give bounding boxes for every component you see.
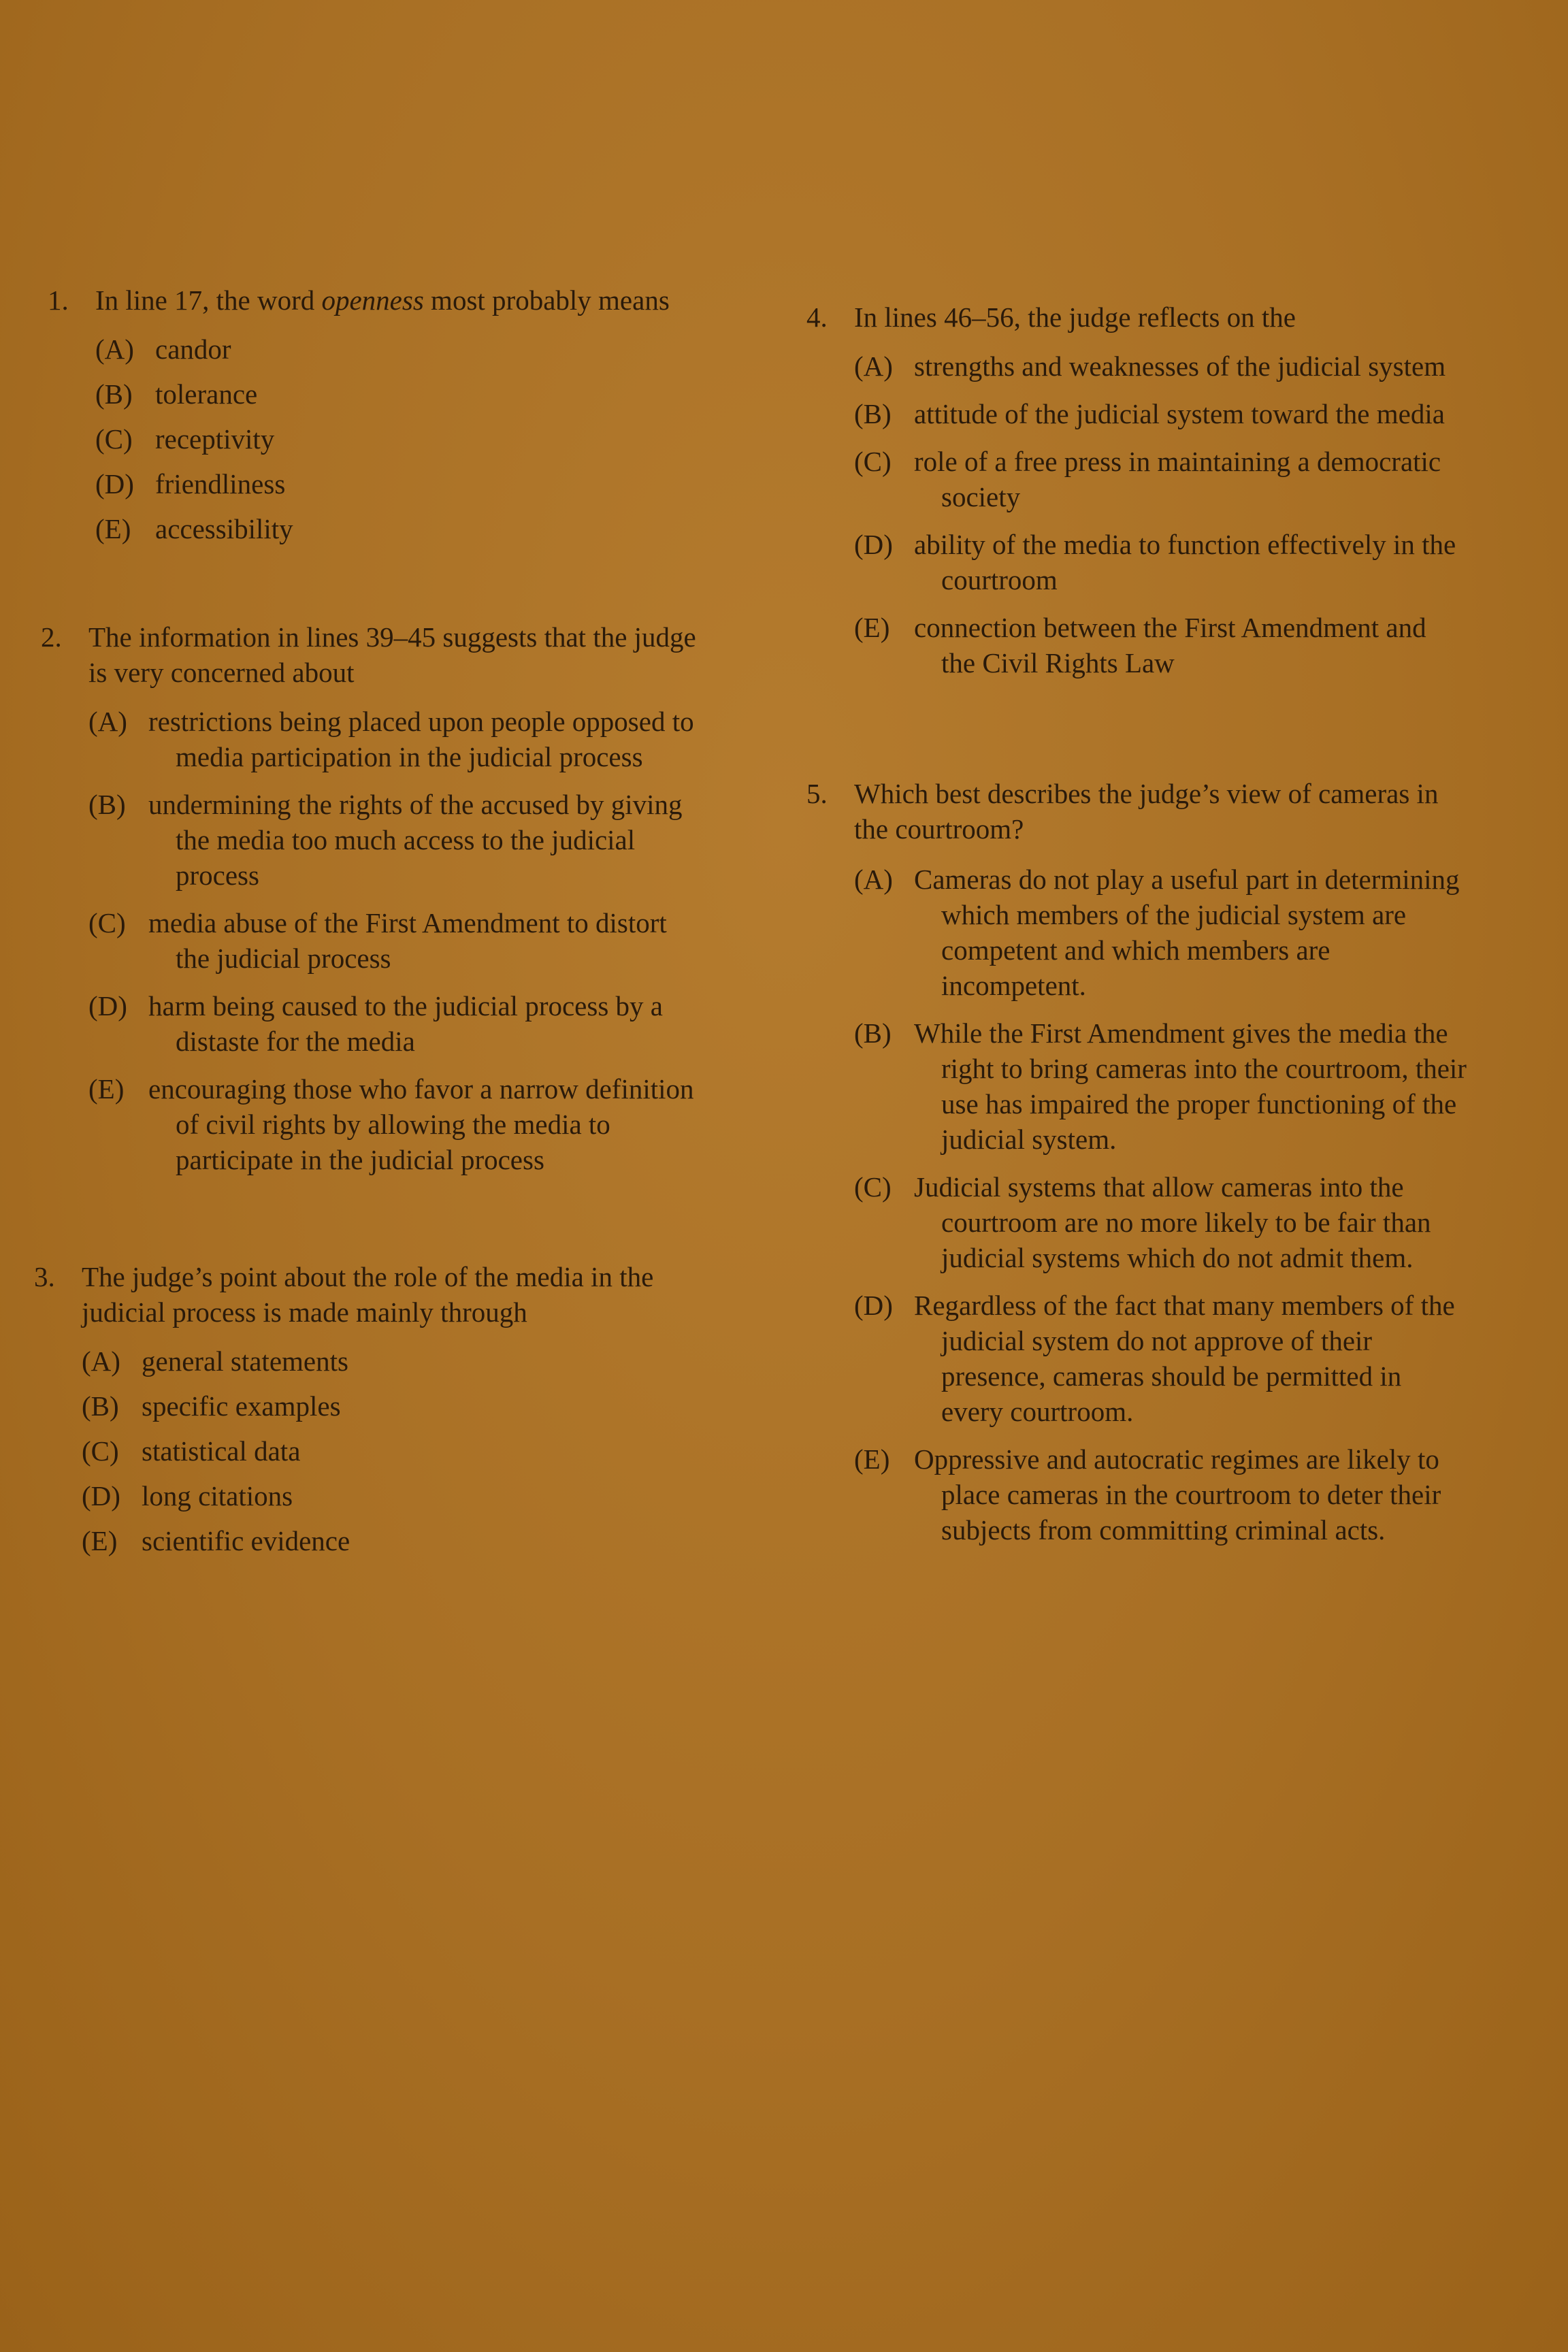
stem-text-post: most probably means bbox=[423, 284, 670, 316]
option-b[interactable] bbox=[854, 396, 1467, 431]
option-a[interactable] bbox=[95, 331, 701, 367]
option-d[interactable] bbox=[88, 988, 708, 1059]
option-text: friendliness bbox=[155, 468, 286, 500]
option-label: (A) bbox=[854, 350, 893, 382]
option-e[interactable] bbox=[88, 1071, 708, 1177]
option-c[interactable] bbox=[854, 1169, 1467, 1275]
option-label: (E) bbox=[88, 1073, 125, 1105]
option-text: strengths and weaknesses of the judicial system bbox=[914, 350, 1446, 382]
option-text: harm being caused to the judicial process by a distaste for the media bbox=[148, 990, 663, 1057]
option-text: Judicial systems that allow cameras into the courtroom are no more likely to be fair than judicial systems which do not admit them. bbox=[914, 1171, 1431, 1273]
option-text: media abuse of the First Amendment to distort the judicial process bbox=[148, 907, 667, 974]
option-label: (A) bbox=[854, 864, 893, 895]
option-text: While the First Amendment gives the media the right to bring cameras into the courtroom, their use has impaired the proper functioning of the judicial system. bbox=[914, 1017, 1467, 1155]
option-d[interactable] bbox=[854, 1288, 1467, 1429]
option-text: general statements bbox=[142, 1345, 348, 1377]
question-2 bbox=[41, 619, 721, 1190]
option-label: (A) bbox=[95, 333, 134, 365]
option-e[interactable] bbox=[95, 511, 701, 546]
option-text: attitude of the judicial system toward the media bbox=[914, 398, 1445, 429]
option-text: long citations bbox=[142, 1480, 293, 1512]
option-label: (B) bbox=[854, 1017, 892, 1049]
question-stem bbox=[806, 776, 1467, 847]
option-label: (D) bbox=[82, 1480, 120, 1512]
option-c[interactable] bbox=[95, 421, 701, 457]
stem-text: Which best describes the judge’s view of cameras in the courtroom? bbox=[854, 778, 1439, 845]
option-e[interactable] bbox=[82, 1523, 715, 1558]
stem-text: The information in lines 39–45 suggests that the judge is very concerned about bbox=[88, 621, 696, 688]
option-label: (C) bbox=[854, 446, 892, 477]
options-list bbox=[48, 331, 701, 546]
option-label: (E) bbox=[854, 1443, 890, 1475]
question-4 bbox=[806, 299, 1494, 693]
option-label: (B) bbox=[95, 378, 133, 410]
option-label: (E) bbox=[82, 1525, 118, 1556]
option-label: (D) bbox=[88, 990, 127, 1022]
option-label: (C) bbox=[854, 1171, 892, 1203]
option-text: tolerance bbox=[155, 378, 258, 410]
option-e[interactable] bbox=[854, 1441, 1467, 1548]
option-label: (B) bbox=[854, 398, 892, 429]
option-text: Cameras do not play a useful part in determining which members of the judicial system are competent and which members are incompetent. bbox=[914, 864, 1460, 1001]
option-label: (C) bbox=[95, 423, 133, 455]
stem-text-pre: In line 17, the word bbox=[95, 284, 322, 316]
question-5 bbox=[806, 776, 1494, 1560]
question-stem bbox=[41, 619, 721, 690]
question-3 bbox=[34, 1259, 715, 1568]
option-text: candor bbox=[155, 333, 231, 365]
option-label: (D) bbox=[854, 529, 893, 560]
option-b[interactable] bbox=[82, 1388, 715, 1424]
options-list bbox=[34, 1343, 715, 1558]
option-text: scientific evidence bbox=[142, 1525, 350, 1556]
option-d[interactable] bbox=[95, 466, 701, 502]
option-e[interactable] bbox=[854, 610, 1467, 681]
option-b[interactable] bbox=[854, 1015, 1467, 1157]
option-label: (B) bbox=[82, 1390, 119, 1422]
option-text: restrictions being placed upon people opposed to media participation in the judicial process bbox=[148, 706, 694, 772]
question-number: 5. bbox=[806, 778, 828, 809]
question-number: 4. bbox=[806, 301, 828, 333]
option-a[interactable] bbox=[854, 862, 1467, 1003]
option-text: accessibility bbox=[155, 513, 293, 544]
option-b[interactable] bbox=[95, 376, 701, 412]
option-b[interactable] bbox=[88, 787, 708, 893]
option-text: encouraging those who favor a narrow definition of civil rights by allowing the media to participate in the judicial process bbox=[148, 1073, 694, 1175]
question-number: 1. bbox=[48, 284, 69, 316]
option-label: (B) bbox=[88, 789, 126, 820]
option-label: (D) bbox=[95, 468, 134, 500]
options-list bbox=[806, 862, 1467, 1548]
question-1 bbox=[48, 282, 701, 556]
option-a[interactable] bbox=[82, 1343, 715, 1379]
option-text: role of a free press in maintaining a democratic society bbox=[914, 446, 1441, 512]
stem-text: The judge’s point about the role of the media in the judicial process is made mainly through bbox=[82, 1261, 654, 1328]
option-d[interactable] bbox=[82, 1478, 715, 1514]
option-text: undermining the rights of the accused by giving the media too much access to the judicial process bbox=[148, 789, 683, 891]
option-a[interactable] bbox=[854, 348, 1467, 384]
option-label: (E) bbox=[854, 612, 890, 643]
option-text: connection between the First Amendment and the Civil Rights Law bbox=[914, 612, 1426, 679]
stem-emphasis: openness bbox=[321, 284, 424, 316]
options-list bbox=[806, 348, 1467, 681]
option-text: Regardless of the fact that many members of the judicial system do not approve of their presence, cameras should be permitted in every courtroom. bbox=[914, 1290, 1455, 1427]
option-c[interactable] bbox=[854, 444, 1467, 514]
option-text: Oppressive and autocratic regimes are likely to place cameras in the courtroom to deter their subjects from committing criminal acts. bbox=[914, 1443, 1441, 1546]
option-d[interactable] bbox=[854, 527, 1467, 598]
question-number: 3. bbox=[34, 1261, 55, 1292]
option-a[interactable] bbox=[88, 704, 708, 774]
option-label: (E) bbox=[95, 513, 131, 544]
stem-text: In lines 46–56, the judge reflects on the bbox=[854, 301, 1296, 333]
question-number: 2. bbox=[41, 621, 62, 653]
question-stem bbox=[806, 299, 1494, 335]
options-list bbox=[41, 704, 708, 1177]
option-text: specific examples bbox=[142, 1390, 341, 1422]
option-text: receptivity bbox=[155, 423, 275, 455]
option-label: (C) bbox=[88, 907, 126, 938]
option-text: statistical data bbox=[142, 1435, 301, 1467]
option-label: (D) bbox=[854, 1290, 893, 1321]
option-label: (C) bbox=[82, 1435, 119, 1467]
question-stem bbox=[48, 282, 701, 318]
option-label: (A) bbox=[88, 706, 127, 737]
option-label: (A) bbox=[82, 1345, 120, 1377]
question-stem bbox=[34, 1259, 715, 1330]
option-c[interactable] bbox=[88, 905, 708, 976]
option-c[interactable] bbox=[82, 1433, 715, 1469]
option-text: ability of the media to function effectively in the courtroom bbox=[914, 529, 1456, 595]
